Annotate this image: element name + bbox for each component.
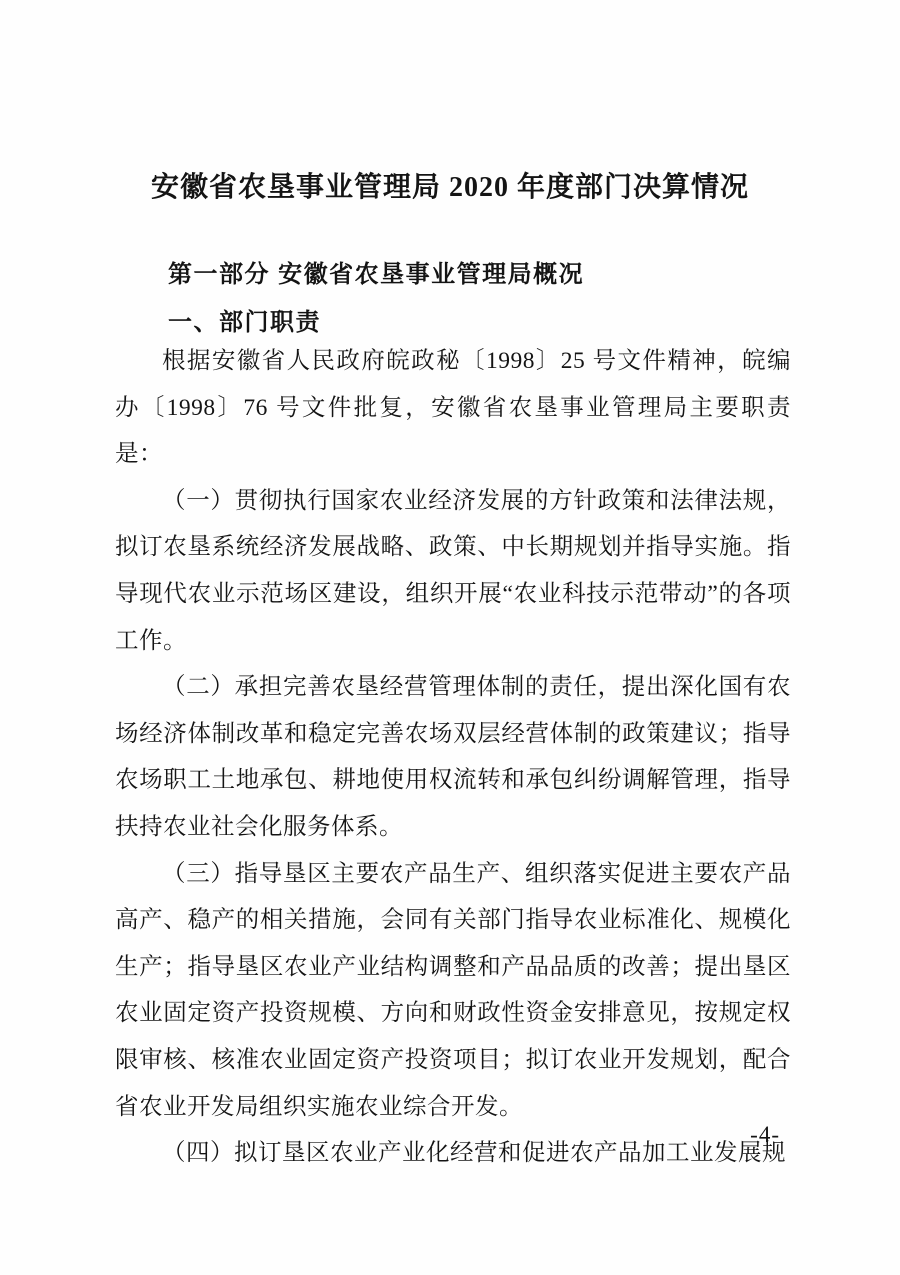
document-body (115, 338, 791, 1177)
paragraph-duty-4: （四）拟订垦区农业产业化经营和促进农产品加工业发展规 (162, 1140, 786, 1167)
paragraph-duty-1: （一）贯彻执行国家农业经济发展的方针政策和法律法规，拟订农垦系统经济发展战略、政策、中长期规划并指导实施。指导现代农业示范场区建设，组织开展“农业科技示范带动”的各项工作。 (115, 487, 791, 654)
paragraph-duty-3: （三）指导垦区主要农产品生产、组织落实促进主要农产品高产、稳产的相关措施，会同有关部门指导农业标准化、规模化生产；指导垦区农业产业结构调整和产品品质的改善；提出垦区农业固定资产投资规模、方向和财政性资金安排意见，按规定权限审核、核准农业固定资产投资项目；拟订农业开发规划，配合省农业开发局组织实施农业综合开发。 (115, 860, 791, 1120)
page-number: -4- (750, 1122, 780, 1147)
paragraph-duty-2: （二）承担完善农垦经营管理体制的责任，提出深化国有农场经济体制改革和稳定完善农场双层经营体制的政策建议；指导农场职工土地承包、耕地使用权流转和承包纠纷调解管理，指导扶持农业社会化服务体系。 (115, 674, 791, 840)
paragraph-intro: 根据安徽省人民政府皖政秘〔1998〕25 号文件精神，皖编办〔1998〕76 号文件批复，安徽省农垦事业管理局主要职责是： (115, 348, 791, 468)
document-title: 安徽省农垦事业管理局 2020 年度部门决算情况 (150, 172, 749, 203)
part-one-heading: 第一部分 安徽省农垦事业管理局概况 (168, 261, 585, 288)
section-heading-duties: 一、部门职责 (168, 309, 321, 336)
